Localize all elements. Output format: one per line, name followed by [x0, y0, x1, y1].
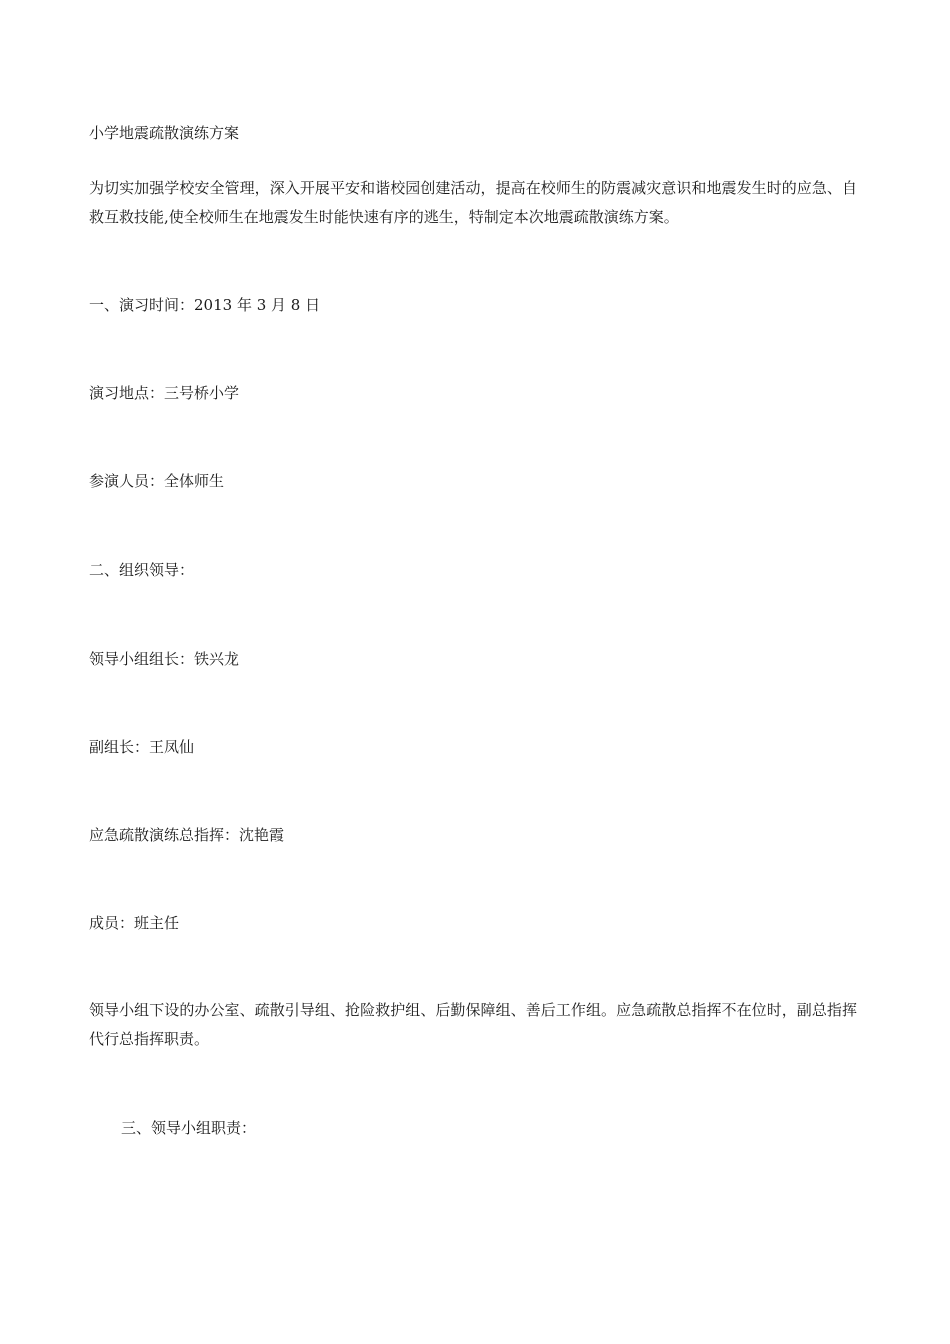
section-two-heading: 二、组织领导： — [89, 561, 195, 579]
drill-location: 演习地点：三号桥小学 — [89, 384, 240, 402]
group-leader: 领导小组组长：铁兴龙 — [89, 650, 240, 668]
deputy-leader: 副组长：王凤仙 — [89, 738, 195, 756]
participants: 参演人员：全体师生 — [89, 472, 225, 490]
members: 成员：班主任 — [89, 914, 180, 932]
organization-note: 领导小组下设的办公室、疏散引导组、抢险救护组、后勤保障组、善后工作组。应急疏散总指挥不在位时，副总指挥代行总指挥职责。 — [89, 1001, 857, 1048]
drill-time: 一、演习时间：2013 年 3 月 8 日 — [89, 296, 321, 314]
intro-paragraph: 为切实加强学校安全管理，深入开展平安和谐校园创建活动，提高在校师生的防震减灾意识和地震发生时的应急、自救互救技能,使全校师生在地震发生时能快速有序的逃生，特制定本次地震疏散演练方案。 — [89, 179, 857, 226]
section-three-heading: 三、领导小组职责： — [121, 1119, 257, 1137]
chief-commander: 应急疏散演练总指挥：沈艳霞 — [89, 826, 285, 844]
document-title: 小学地震疏散演练方案 — [89, 124, 240, 142]
